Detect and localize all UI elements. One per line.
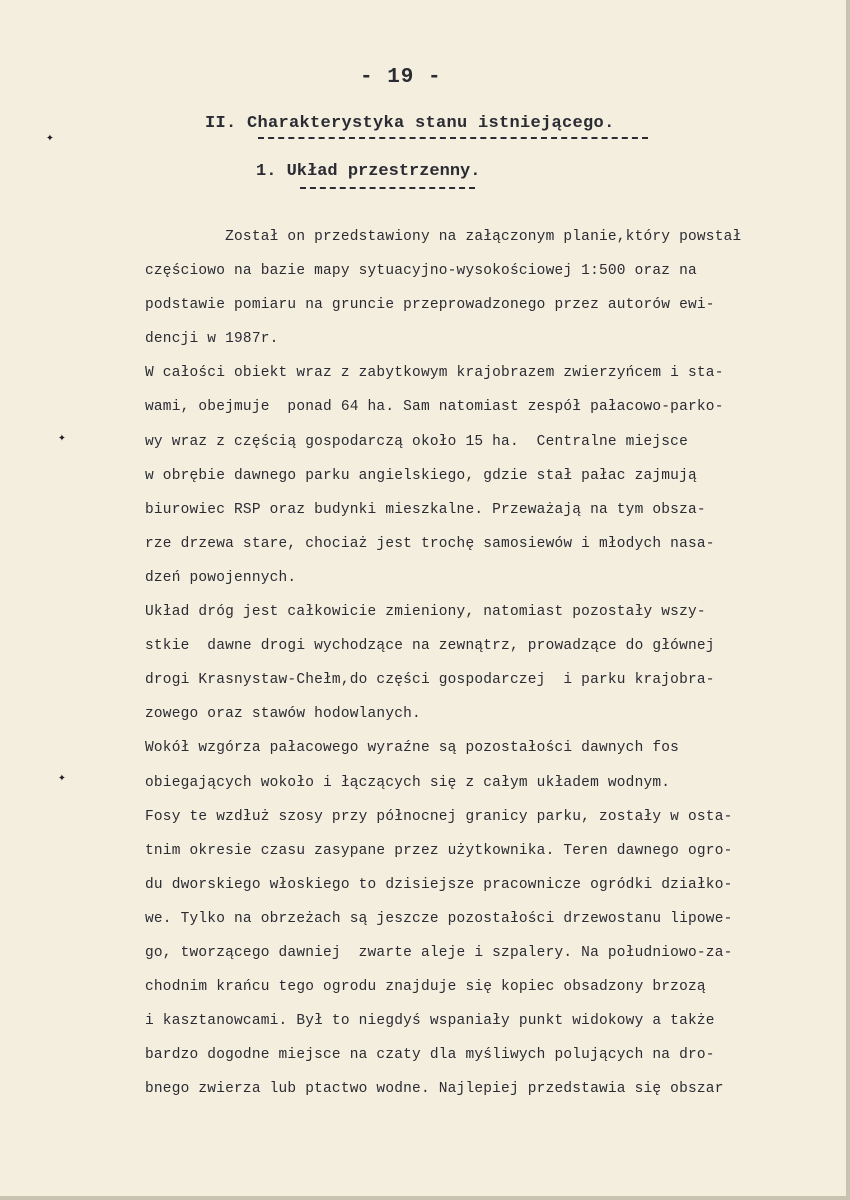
text-line: dencji w 1987r. — [145, 331, 279, 348]
text-line: podstawie pomiaru na gruncie przeprowadzonego przez autorów ewi- — [145, 297, 715, 314]
text-line: częściowo na bazie mapy sytuacyjno-wysokościowej 1:500 oraz na — [145, 263, 697, 280]
margin-mark: ✦ — [58, 770, 66, 785]
margin-mark: ✦ — [58, 430, 66, 445]
text-line: dzeń powojennych. — [145, 569, 297, 586]
text-line: Fosy te wzdłuż szosy przy północnej granicy parku, zostały w osta- — [145, 808, 733, 825]
text-line: wami, obejmuje ponad 64 ha. Sam natomiast zespół pałacowo-parko- — [145, 399, 724, 416]
text-line: bnego zwierza lub ptactwo wodne. Najlepiej przedstawia się obszar — [145, 1081, 724, 1098]
text-line: bardzo dogodne miejsce na czaty dla myśliwych polujących na dro- — [145, 1047, 715, 1064]
text-line: w obrębie dawnego parku angielskiego, gdzie stał pałac zajmują — [145, 467, 697, 484]
text-line: Układ dróg jest całkowicie zmieniony, natomiast pozostały wszy- — [145, 604, 706, 621]
body-text — [145, 220, 825, 1106]
text-line: stkie dawne drogi wychodzące na zewnątrz, prowadzące do głównej — [145, 638, 715, 655]
text-line: tnim okresie czasu zasypane przez użytkownika. Teren dawnego ogro- — [145, 842, 733, 859]
text-line: i kasztanowcami. Był to niegdyś wspaniały punkt widokowy a także — [145, 1013, 715, 1030]
text-line: Został on przedstawiony na załączonym planie,który powstał — [145, 229, 742, 245]
text-line: Wokół wzgórza pałacowego wyraźne są pozostałości dawnych fos — [145, 740, 680, 757]
subsection-heading-underline — [300, 187, 475, 189]
text-line: we. Tylko na obrzeżach są jeszcze pozostałości drzewostanu lipowe- — [145, 910, 733, 927]
text-line: rze drzewa stare, chociaż jest trochę samosiewów i młodych nasa- — [145, 535, 715, 552]
text-line: biurowiec RSP oraz budynki mieszkalne. Przeważają na tym obsza- — [145, 501, 706, 518]
text-line: du dworskiego włoskiego to dzisiejsze pracownicze ogródki działko- — [145, 876, 733, 893]
subsection-heading: 1. Układ przestrzenny. — [256, 162, 481, 181]
text-line: drogi Krasnystaw-Chełm,do części gospodarczej i parku krajobra- — [145, 672, 715, 689]
text-line: W całości obiekt wraz z zabytkowym krajobrazem zwierzyńcem i sta- — [145, 365, 724, 382]
text-line: wy wraz z częścią gospodarczą około 15 ha. Centralne miejsce — [145, 433, 688, 450]
text-line: go, tworzącego dawniej zwarte aleje i szpalery. Na południowo-za- — [145, 944, 733, 961]
text-line: obiegających wokoło i łączących się z całym układem wodnym. — [145, 774, 671, 791]
section-heading-underline — [258, 137, 648, 139]
text-line: zowego oraz stawów hodowlanych. — [145, 706, 421, 723]
text-line: chodnim krańcu tego ogrodu znajduje się kopiec obsadzony brzozą — [145, 979, 706, 996]
section-heading: II. Charakterystyka stanu istniejącego. — [205, 114, 615, 133]
margin-mark: ✦ — [46, 130, 54, 145]
page-number: - 19 - — [360, 66, 442, 89]
